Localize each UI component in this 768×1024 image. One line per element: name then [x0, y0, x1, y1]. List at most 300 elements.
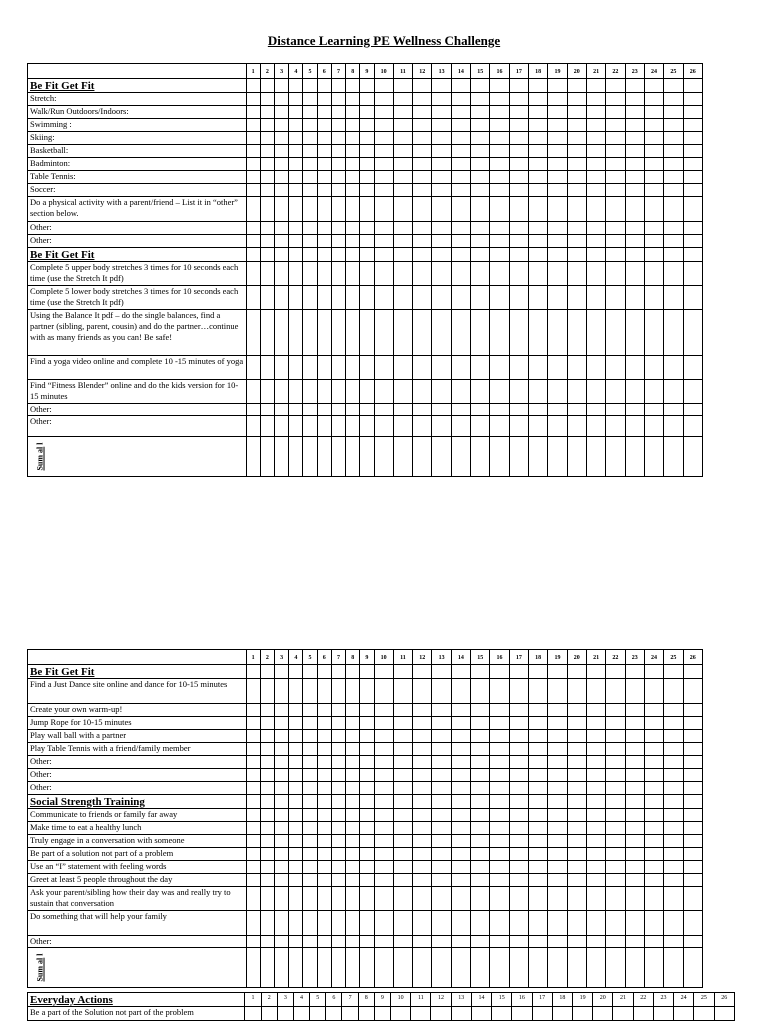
checkbox-cell[interactable] — [664, 184, 683, 197]
checkbox-cell[interactable] — [432, 171, 451, 184]
checkbox-cell[interactable] — [260, 730, 274, 743]
checkbox-cell[interactable] — [346, 286, 360, 310]
checkbox-cell[interactable] — [303, 665, 317, 679]
checkbox-cell[interactable] — [606, 848, 625, 861]
checkbox-cell[interactable] — [393, 848, 412, 861]
checkbox-cell[interactable] — [303, 717, 317, 730]
checkbox-cell[interactable] — [360, 248, 374, 262]
checkbox-cell[interactable] — [317, 848, 331, 861]
checkbox-cell[interactable] — [471, 769, 490, 782]
checkbox-cell[interactable] — [529, 171, 548, 184]
checkbox-cell[interactable] — [664, 222, 683, 235]
checkbox-cell[interactable] — [331, 310, 345, 356]
checkbox-cell[interactable] — [432, 782, 451, 795]
checkbox-cell[interactable] — [303, 416, 317, 437]
checkbox-cell[interactable] — [374, 730, 393, 743]
checkbox-cell[interactable] — [274, 743, 288, 756]
checkbox-cell[interactable] — [548, 782, 567, 795]
sum-cell[interactable] — [346, 948, 360, 988]
checkbox-cell[interactable] — [393, 158, 412, 171]
sum-cell[interactable] — [289, 948, 303, 988]
checkbox-cell[interactable] — [471, 106, 490, 119]
checkbox-cell[interactable] — [471, 222, 490, 235]
sum-cell[interactable] — [644, 948, 663, 988]
checkbox-cell[interactable] — [413, 911, 432, 936]
checkbox-cell[interactable] — [509, 380, 528, 404]
checkbox-cell[interactable] — [548, 356, 567, 380]
checkbox-cell[interactable] — [374, 158, 393, 171]
checkbox-cell[interactable] — [303, 679, 317, 704]
checkbox-cell[interactable] — [360, 197, 374, 222]
checkbox-cell[interactable] — [509, 416, 528, 437]
checkbox-cell[interactable] — [413, 679, 432, 704]
checkbox-cell[interactable] — [567, 782, 586, 795]
checkbox-cell[interactable] — [586, 197, 605, 222]
checkbox-cell[interactable] — [683, 184, 702, 197]
checkbox-cell[interactable] — [393, 782, 412, 795]
checkbox-cell[interactable] — [529, 848, 548, 861]
checkbox-cell[interactable] — [393, 106, 412, 119]
checkbox-cell[interactable] — [317, 769, 331, 782]
checkbox-cell[interactable] — [586, 679, 605, 704]
checkbox-cell[interactable] — [303, 743, 317, 756]
checkbox-cell[interactable] — [289, 106, 303, 119]
checkbox-cell[interactable] — [586, 310, 605, 356]
checkbox-cell[interactable] — [567, 356, 586, 380]
checkbox-cell[interactable] — [644, 665, 663, 679]
checkbox-cell[interactable] — [529, 145, 548, 158]
checkbox-cell[interactable] — [567, 887, 586, 911]
checkbox-cell[interactable] — [529, 416, 548, 437]
checkbox-cell[interactable] — [246, 145, 260, 158]
checkbox-cell[interactable] — [509, 822, 528, 835]
checkbox-cell[interactable] — [683, 235, 702, 248]
checkbox-cell[interactable] — [393, 756, 412, 769]
checkbox-cell[interactable] — [451, 887, 470, 911]
checkbox-cell[interactable] — [413, 404, 432, 416]
checkbox-cell[interactable] — [432, 197, 451, 222]
checkbox-cell[interactable] — [331, 795, 345, 809]
checkbox-cell[interactable] — [274, 717, 288, 730]
checkbox-cell[interactable] — [260, 184, 274, 197]
sum-cell[interactable] — [260, 437, 274, 477]
checkbox-cell[interactable] — [346, 93, 360, 106]
checkbox-cell[interactable] — [683, 795, 702, 809]
checkbox-cell[interactable] — [683, 911, 702, 936]
checkbox-cell[interactable] — [548, 822, 567, 835]
checkbox-cell[interactable] — [413, 184, 432, 197]
checkbox-cell[interactable] — [303, 235, 317, 248]
checkbox-cell[interactable] — [260, 158, 274, 171]
checkbox-cell[interactable] — [274, 171, 288, 184]
checkbox-cell[interactable] — [644, 809, 663, 822]
checkbox-cell[interactable] — [246, 782, 260, 795]
checkbox-cell[interactable] — [303, 874, 317, 887]
checkbox-cell[interactable] — [317, 197, 331, 222]
checkbox-cell[interactable] — [714, 1007, 735, 1021]
checkbox-cell[interactable] — [683, 861, 702, 874]
checkbox-cell[interactable] — [548, 262, 567, 286]
checkbox-cell[interactable] — [490, 848, 509, 861]
checkbox-cell[interactable] — [567, 197, 586, 222]
checkbox-cell[interactable] — [303, 795, 317, 809]
checkbox-cell[interactable] — [289, 93, 303, 106]
checkbox-cell[interactable] — [586, 782, 605, 795]
checkbox-cell[interactable] — [246, 874, 260, 887]
checkbox-cell[interactable] — [374, 743, 393, 756]
checkbox-cell[interactable] — [683, 248, 702, 262]
checkbox-cell[interactable] — [625, 235, 644, 248]
checkbox-cell[interactable] — [413, 132, 432, 145]
checkbox-cell[interactable] — [529, 380, 548, 404]
checkbox-cell[interactable] — [346, 158, 360, 171]
checkbox-cell[interactable] — [374, 717, 393, 730]
sum-cell[interactable] — [260, 948, 274, 988]
checkbox-cell[interactable] — [548, 197, 567, 222]
checkbox-cell[interactable] — [471, 119, 490, 132]
checkbox-cell[interactable] — [374, 769, 393, 782]
checkbox-cell[interactable] — [289, 936, 303, 948]
checkbox-cell[interactable] — [490, 936, 509, 948]
checkbox-cell[interactable] — [664, 171, 683, 184]
checkbox-cell[interactable] — [606, 171, 625, 184]
checkbox-cell[interactable] — [393, 795, 412, 809]
checkbox-cell[interactable] — [413, 936, 432, 948]
checkbox-cell[interactable] — [260, 119, 274, 132]
checkbox-cell[interactable] — [331, 356, 345, 380]
checkbox-cell[interactable] — [509, 717, 528, 730]
checkbox-cell[interactable] — [509, 158, 528, 171]
checkbox-cell[interactable] — [664, 887, 683, 911]
checkbox-cell[interactable] — [413, 809, 432, 822]
checkbox-cell[interactable] — [413, 730, 432, 743]
checkbox-cell[interactable] — [274, 822, 288, 835]
checkbox-cell[interactable] — [567, 795, 586, 809]
checkbox-cell[interactable] — [644, 835, 663, 848]
checkbox-cell[interactable] — [246, 887, 260, 911]
checkbox-cell[interactable] — [664, 911, 683, 936]
checkbox-cell[interactable] — [317, 93, 331, 106]
checkbox-cell[interactable] — [393, 248, 412, 262]
checkbox-cell[interactable] — [548, 911, 567, 936]
checkbox-cell[interactable] — [451, 679, 470, 704]
checkbox-cell[interactable] — [606, 936, 625, 948]
checkbox-cell[interactable] — [471, 730, 490, 743]
checkbox-cell[interactable] — [413, 874, 432, 887]
checkbox-cell[interactable] — [317, 106, 331, 119]
checkbox-cell[interactable] — [567, 730, 586, 743]
checkbox-cell[interactable] — [360, 171, 374, 184]
checkbox-cell[interactable] — [586, 795, 605, 809]
sum-cell[interactable] — [567, 948, 586, 988]
checkbox-cell[interactable] — [317, 356, 331, 380]
checkbox-cell[interactable] — [331, 158, 345, 171]
checkbox-cell[interactable] — [548, 730, 567, 743]
sum-cell[interactable] — [360, 437, 374, 477]
checkbox-cell[interactable] — [246, 848, 260, 861]
checkbox-cell[interactable] — [451, 132, 470, 145]
checkbox-cell[interactable] — [317, 380, 331, 404]
checkbox-cell[interactable] — [303, 835, 317, 848]
checkbox-cell[interactable] — [586, 936, 605, 948]
checkbox-cell[interactable] — [529, 756, 548, 769]
checkbox-cell[interactable] — [451, 936, 470, 948]
checkbox-cell[interactable] — [360, 717, 374, 730]
checkbox-cell[interactable] — [471, 79, 490, 93]
checkbox-cell[interactable] — [586, 665, 605, 679]
checkbox-cell[interactable] — [331, 769, 345, 782]
checkbox-cell[interactable] — [413, 222, 432, 235]
checkbox-cell[interactable] — [360, 416, 374, 437]
checkbox-cell[interactable] — [289, 158, 303, 171]
checkbox-cell[interactable] — [664, 235, 683, 248]
checkbox-cell[interactable] — [317, 222, 331, 235]
checkbox-cell[interactable] — [260, 248, 274, 262]
checkbox-cell[interactable] — [289, 356, 303, 380]
checkbox-cell[interactable] — [393, 861, 412, 874]
checkbox-cell[interactable] — [606, 822, 625, 835]
checkbox-cell[interactable] — [346, 248, 360, 262]
checkbox-cell[interactable] — [509, 743, 528, 756]
checkbox-cell[interactable] — [331, 171, 345, 184]
checkbox-cell[interactable] — [509, 235, 528, 248]
checkbox-cell[interactable] — [664, 665, 683, 679]
checkbox-cell[interactable] — [683, 356, 702, 380]
checkbox-cell[interactable] — [471, 861, 490, 874]
checkbox-cell[interactable] — [393, 404, 412, 416]
checkbox-cell[interactable] — [529, 936, 548, 948]
checkbox-cell[interactable] — [586, 809, 605, 822]
checkbox-cell[interactable] — [625, 93, 644, 106]
checkbox-cell[interactable] — [451, 380, 470, 404]
checkbox-cell[interactable] — [625, 145, 644, 158]
checkbox-cell[interactable] — [274, 679, 288, 704]
checkbox-cell[interactable] — [374, 1007, 390, 1021]
checkbox-cell[interactable] — [606, 782, 625, 795]
checkbox-cell[interactable] — [586, 404, 605, 416]
checkbox-cell[interactable] — [393, 262, 412, 286]
checkbox-cell[interactable] — [413, 795, 432, 809]
checkbox-cell[interactable] — [274, 380, 288, 404]
checkbox-cell[interactable] — [374, 665, 393, 679]
checkbox-cell[interactable] — [331, 184, 345, 197]
checkbox-cell[interactable] — [567, 936, 586, 948]
sum-cell[interactable] — [374, 437, 393, 477]
checkbox-cell[interactable] — [346, 769, 360, 782]
checkbox-cell[interactable] — [451, 248, 470, 262]
checkbox-cell[interactable] — [360, 356, 374, 380]
checkbox-cell[interactable] — [346, 809, 360, 822]
checkbox-cell[interactable] — [413, 380, 432, 404]
checkbox-cell[interactable] — [451, 717, 470, 730]
checkbox-cell[interactable] — [625, 184, 644, 197]
checkbox-cell[interactable] — [490, 911, 509, 936]
checkbox-cell[interactable] — [644, 286, 663, 310]
checkbox-cell[interactable] — [413, 835, 432, 848]
checkbox-cell[interactable] — [260, 79, 274, 93]
checkbox-cell[interactable] — [274, 145, 288, 158]
checkbox-cell[interactable] — [360, 769, 374, 782]
checkbox-cell[interactable] — [683, 848, 702, 861]
checkbox-cell[interactable] — [471, 717, 490, 730]
checkbox-cell[interactable] — [393, 79, 412, 93]
checkbox-cell[interactable] — [683, 717, 702, 730]
checkbox-cell[interactable] — [548, 235, 567, 248]
checkbox-cell[interactable] — [509, 93, 528, 106]
sum-cell[interactable] — [274, 437, 288, 477]
checkbox-cell[interactable] — [644, 795, 663, 809]
checkbox-cell[interactable] — [317, 665, 331, 679]
checkbox-cell[interactable] — [293, 1007, 309, 1021]
checkbox-cell[interactable] — [606, 911, 625, 936]
checkbox-cell[interactable] — [260, 222, 274, 235]
checkbox-cell[interactable] — [274, 197, 288, 222]
checkbox-cell[interactable] — [567, 106, 586, 119]
checkbox-cell[interactable] — [683, 79, 702, 93]
checkbox-cell[interactable] — [512, 1007, 532, 1021]
checkbox-cell[interactable] — [317, 416, 331, 437]
checkbox-cell[interactable] — [246, 184, 260, 197]
checkbox-cell[interactable] — [586, 704, 605, 717]
checkbox-cell[interactable] — [274, 262, 288, 286]
checkbox-cell[interactable] — [567, 769, 586, 782]
checkbox-cell[interactable] — [260, 93, 274, 106]
checkbox-cell[interactable] — [432, 222, 451, 235]
checkbox-cell[interactable] — [274, 248, 288, 262]
checkbox-cell[interactable] — [683, 679, 702, 704]
checkbox-cell[interactable] — [289, 184, 303, 197]
checkbox-cell[interactable] — [331, 756, 345, 769]
checkbox-cell[interactable] — [471, 248, 490, 262]
checkbox-cell[interactable] — [346, 795, 360, 809]
checkbox-cell[interactable] — [586, 184, 605, 197]
checkbox-cell[interactable] — [374, 887, 393, 911]
checkbox-cell[interactable] — [683, 887, 702, 911]
checkbox-cell[interactable] — [393, 887, 412, 911]
checkbox-cell[interactable] — [471, 93, 490, 106]
checkbox-cell[interactable] — [431, 1007, 451, 1021]
checkbox-cell[interactable] — [644, 679, 663, 704]
checkbox-cell[interactable] — [260, 380, 274, 404]
checkbox-cell[interactable] — [317, 171, 331, 184]
checkbox-cell[interactable] — [644, 106, 663, 119]
sum-cell[interactable] — [586, 437, 605, 477]
checkbox-cell[interactable] — [509, 119, 528, 132]
checkbox-cell[interactable] — [529, 679, 548, 704]
checkbox-cell[interactable] — [625, 679, 644, 704]
checkbox-cell[interactable] — [246, 106, 260, 119]
checkbox-cell[interactable] — [606, 235, 625, 248]
checkbox-cell[interactable] — [346, 730, 360, 743]
checkbox-cell[interactable] — [432, 887, 451, 911]
checkbox-cell[interactable] — [451, 782, 470, 795]
sum-cell[interactable] — [393, 948, 412, 988]
checkbox-cell[interactable] — [432, 874, 451, 887]
checkbox-cell[interactable] — [260, 809, 274, 822]
checkbox-cell[interactable] — [346, 416, 360, 437]
checkbox-cell[interactable] — [274, 782, 288, 795]
checkbox-cell[interactable] — [606, 145, 625, 158]
checkbox-cell[interactable] — [346, 132, 360, 145]
sum-cell[interactable] — [548, 948, 567, 988]
checkbox-cell[interactable] — [331, 835, 345, 848]
checkbox-cell[interactable] — [625, 874, 644, 887]
checkbox-cell[interactable] — [374, 184, 393, 197]
checkbox-cell[interactable] — [246, 717, 260, 730]
checkbox-cell[interactable] — [664, 822, 683, 835]
checkbox-cell[interactable] — [683, 743, 702, 756]
checkbox-cell[interactable] — [432, 145, 451, 158]
checkbox-cell[interactable] — [303, 119, 317, 132]
checkbox-cell[interactable] — [664, 795, 683, 809]
checkbox-cell[interactable] — [606, 262, 625, 286]
checkbox-cell[interactable] — [567, 286, 586, 310]
checkbox-cell[interactable] — [260, 717, 274, 730]
checkbox-cell[interactable] — [274, 730, 288, 743]
checkbox-cell[interactable] — [246, 356, 260, 380]
checkbox-cell[interactable] — [644, 380, 663, 404]
checkbox-cell[interactable] — [374, 132, 393, 145]
checkbox-cell[interactable] — [625, 936, 644, 948]
checkbox-cell[interactable] — [260, 404, 274, 416]
checkbox-cell[interactable] — [644, 887, 663, 911]
checkbox-cell[interactable] — [529, 222, 548, 235]
checkbox-cell[interactable] — [393, 416, 412, 437]
checkbox-cell[interactable] — [303, 380, 317, 404]
checkbox-cell[interactable] — [625, 887, 644, 911]
checkbox-cell[interactable] — [664, 743, 683, 756]
checkbox-cell[interactable] — [317, 795, 331, 809]
checkbox-cell[interactable] — [317, 132, 331, 145]
checkbox-cell[interactable] — [374, 679, 393, 704]
checkbox-cell[interactable] — [490, 795, 509, 809]
checkbox-cell[interactable] — [246, 679, 260, 704]
checkbox-cell[interactable] — [625, 79, 644, 93]
checkbox-cell[interactable] — [289, 861, 303, 874]
checkbox-cell[interactable] — [567, 861, 586, 874]
checkbox-cell[interactable] — [606, 380, 625, 404]
checkbox-cell[interactable] — [451, 197, 470, 222]
checkbox-cell[interactable] — [548, 184, 567, 197]
sum-cell[interactable] — [317, 948, 331, 988]
checkbox-cell[interactable] — [317, 835, 331, 848]
checkbox-cell[interactable] — [644, 248, 663, 262]
checkbox-cell[interactable] — [246, 286, 260, 310]
checkbox-cell[interactable] — [317, 679, 331, 704]
checkbox-cell[interactable] — [374, 756, 393, 769]
checkbox-cell[interactable] — [432, 132, 451, 145]
checkbox-cell[interactable] — [644, 861, 663, 874]
checkbox-cell[interactable] — [625, 809, 644, 822]
checkbox-cell[interactable] — [303, 79, 317, 93]
checkbox-cell[interactable] — [529, 158, 548, 171]
checkbox-cell[interactable] — [548, 887, 567, 911]
checkbox-cell[interactable] — [683, 106, 702, 119]
checkbox-cell[interactable] — [289, 822, 303, 835]
checkbox-cell[interactable] — [567, 743, 586, 756]
checkbox-cell[interactable] — [246, 769, 260, 782]
checkbox-cell[interactable] — [625, 717, 644, 730]
checkbox-cell[interactable] — [586, 145, 605, 158]
checkbox-cell[interactable] — [509, 197, 528, 222]
checkbox-cell[interactable] — [274, 861, 288, 874]
checkbox-cell[interactable] — [289, 119, 303, 132]
checkbox-cell[interactable] — [683, 809, 702, 822]
checkbox-cell[interactable] — [260, 262, 274, 286]
checkbox-cell[interactable] — [567, 145, 586, 158]
checkbox-cell[interactable] — [471, 1007, 491, 1021]
checkbox-cell[interactable] — [289, 835, 303, 848]
